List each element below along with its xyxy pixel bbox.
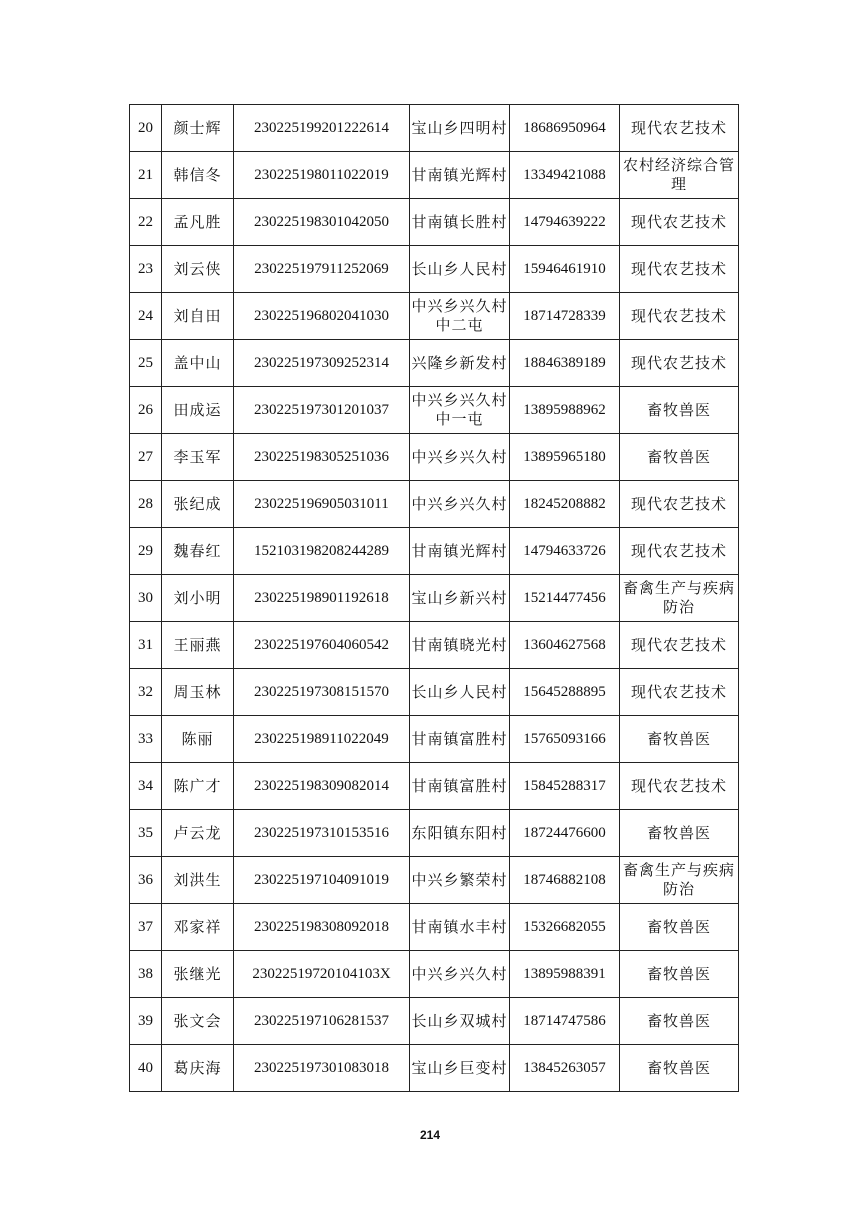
cell-address: 甘南镇富胜村 [410, 716, 510, 763]
cell-number: 27 [130, 434, 162, 481]
table-row [130, 434, 739, 481]
cell-number: 35 [130, 810, 162, 857]
cell-phone: 13895965180 [510, 434, 620, 481]
table-row [130, 810, 739, 857]
cell-name: 刘云侠 [162, 246, 234, 293]
cell-id-number: 230225197604060542 [234, 622, 410, 669]
table-row [130, 763, 739, 810]
table-row [130, 669, 739, 716]
cell-address: 甘南镇晓光村 [410, 622, 510, 669]
cell-number: 28 [130, 481, 162, 528]
cell-name: 卢云龙 [162, 810, 234, 857]
cell-number: 36 [130, 857, 162, 904]
cell-phone: 14794639222 [510, 199, 620, 246]
cell-phone: 15946461910 [510, 246, 620, 293]
cell-major: 畜牧兽医 [620, 810, 739, 857]
cell-address: 甘南镇光辉村 [410, 152, 510, 199]
table-row [130, 622, 739, 669]
table-row [130, 246, 739, 293]
cell-address: 中兴乡兴久村中一屯 [410, 387, 510, 434]
cell-id-number: 230225196905031011 [234, 481, 410, 528]
cell-major: 农村经济综合管理 [620, 152, 739, 199]
cell-id-number: 230225198901192618 [234, 575, 410, 622]
cell-address: 兴隆乡新发村 [410, 340, 510, 387]
cell-address: 中兴乡兴久村 [410, 481, 510, 528]
table-row [130, 152, 739, 199]
cell-number: 40 [130, 1045, 162, 1092]
table-row [130, 340, 739, 387]
cell-phone: 18245208882 [510, 481, 620, 528]
cell-phone: 13845263057 [510, 1045, 620, 1092]
cell-number: 23 [130, 246, 162, 293]
cell-number: 31 [130, 622, 162, 669]
cell-name: 颜士辉 [162, 105, 234, 152]
table-row [130, 387, 739, 434]
cell-name: 张纪成 [162, 481, 234, 528]
table-row [130, 951, 739, 998]
cell-name: 张继光 [162, 951, 234, 998]
table-row [130, 528, 739, 575]
cell-address: 中兴乡兴久村 [410, 434, 510, 481]
cell-name: 田成运 [162, 387, 234, 434]
cell-major: 畜牧兽医 [620, 434, 739, 481]
cell-major: 畜牧兽医 [620, 716, 739, 763]
cell-major: 现代农艺技术 [620, 669, 739, 716]
cell-address: 甘南镇水丰村 [410, 904, 510, 951]
cell-major: 畜牧兽医 [620, 904, 739, 951]
cell-id-number: 230225198301042050 [234, 199, 410, 246]
table-row [130, 199, 739, 246]
cell-phone: 13604627568 [510, 622, 620, 669]
cell-number: 39 [130, 998, 162, 1045]
cell-phone: 13349421088 [510, 152, 620, 199]
cell-name: 张文会 [162, 998, 234, 1045]
cell-major: 畜禽生产与疾病防治 [620, 857, 739, 904]
cell-number: 24 [130, 293, 162, 340]
cell-number: 32 [130, 669, 162, 716]
cell-phone: 15845288317 [510, 763, 620, 810]
cell-number: 30 [130, 575, 162, 622]
cell-address: 长山乡人民村 [410, 246, 510, 293]
cell-number: 33 [130, 716, 162, 763]
cell-id-number: 230225198011022019 [234, 152, 410, 199]
cell-number: 25 [130, 340, 162, 387]
cell-id-number: 230225197301083018 [234, 1045, 410, 1092]
cell-address: 宝山乡四明村 [410, 105, 510, 152]
cell-number: 21 [130, 152, 162, 199]
cell-id-number: 230225197309252314 [234, 340, 410, 387]
cell-address: 甘南镇光辉村 [410, 528, 510, 575]
cell-id-number: 230225197911252069 [234, 246, 410, 293]
cell-number: 20 [130, 105, 162, 152]
cell-address: 宝山乡新兴村 [410, 575, 510, 622]
roster-table [129, 104, 739, 1092]
cell-phone: 18714747586 [510, 998, 620, 1045]
table-row [130, 998, 739, 1045]
cell-major: 畜禽生产与疾病防治 [620, 575, 739, 622]
cell-id-number: 230225197106281537 [234, 998, 410, 1045]
cell-name: 魏春红 [162, 528, 234, 575]
cell-address: 中兴乡兴久村中二屯 [410, 293, 510, 340]
cell-id-number: 230225198305251036 [234, 434, 410, 481]
cell-phone: 15645288895 [510, 669, 620, 716]
cell-name: 周玉林 [162, 669, 234, 716]
cell-phone: 18714728339 [510, 293, 620, 340]
cell-major: 畜牧兽医 [620, 1045, 739, 1092]
table-row [130, 575, 739, 622]
cell-id-number: 230225198309082014 [234, 763, 410, 810]
cell-id-number: 230225198911022049 [234, 716, 410, 763]
cell-major: 现代农艺技术 [620, 622, 739, 669]
cell-phone: 13895988391 [510, 951, 620, 998]
cell-name: 刘小明 [162, 575, 234, 622]
cell-id-number: 230225197310153516 [234, 810, 410, 857]
cell-number: 22 [130, 199, 162, 246]
cell-major: 畜牧兽医 [620, 951, 739, 998]
cell-name: 葛庆海 [162, 1045, 234, 1092]
cell-major: 现代农艺技术 [620, 246, 739, 293]
cell-name: 陈广才 [162, 763, 234, 810]
cell-address: 甘南镇长胜村 [410, 199, 510, 246]
cell-phone: 15214477456 [510, 575, 620, 622]
cell-name: 刘洪生 [162, 857, 234, 904]
cell-name: 陈丽 [162, 716, 234, 763]
cell-address: 宝山乡巨变村 [410, 1045, 510, 1092]
cell-number: 26 [130, 387, 162, 434]
cell-id-number: 230225199201222614 [234, 105, 410, 152]
cell-name: 刘自田 [162, 293, 234, 340]
cell-address: 东阳镇东阳村 [410, 810, 510, 857]
cell-number: 34 [130, 763, 162, 810]
cell-address: 长山乡人民村 [410, 669, 510, 716]
table-row [130, 1045, 739, 1092]
cell-phone: 13895988962 [510, 387, 620, 434]
cell-id-number: 230225197301201037 [234, 387, 410, 434]
cell-id-number: 230225197308151570 [234, 669, 410, 716]
cell-id-number: 230225197104091019 [234, 857, 410, 904]
cell-name: 韩信冬 [162, 152, 234, 199]
cell-address: 中兴乡繁荣村 [410, 857, 510, 904]
cell-name: 李玉军 [162, 434, 234, 481]
cell-address: 甘南镇富胜村 [410, 763, 510, 810]
table-row [130, 105, 739, 152]
cell-phone: 18746882108 [510, 857, 620, 904]
cell-phone: 18846389189 [510, 340, 620, 387]
cell-number: 37 [130, 904, 162, 951]
cell-name: 王丽燕 [162, 622, 234, 669]
table-row [130, 481, 739, 528]
cell-major: 畜牧兽医 [620, 387, 739, 434]
cell-major: 现代农艺技术 [620, 340, 739, 387]
table-row [130, 857, 739, 904]
cell-phone: 15765093166 [510, 716, 620, 763]
cell-address: 长山乡双城村 [410, 998, 510, 1045]
table-row [130, 904, 739, 951]
cell-phone: 14794633726 [510, 528, 620, 575]
page-number: 214 [419, 1128, 441, 1142]
cell-name: 孟凡胜 [162, 199, 234, 246]
cell-major: 畜牧兽医 [620, 998, 739, 1045]
cell-number: 29 [130, 528, 162, 575]
cell-name: 邓家祥 [162, 904, 234, 951]
cell-name: 盖中山 [162, 340, 234, 387]
roster-table-body [130, 105, 739, 1092]
cell-major: 现代农艺技术 [620, 105, 739, 152]
cell-id-number: 152103198208244289 [234, 528, 410, 575]
cell-id-number: 230225198308092018 [234, 904, 410, 951]
table-row [130, 716, 739, 763]
cell-major: 现代农艺技术 [620, 199, 739, 246]
cell-major: 现代农艺技术 [620, 763, 739, 810]
cell-address: 中兴乡兴久村 [410, 951, 510, 998]
cell-major: 现代农艺技术 [620, 528, 739, 575]
cell-major: 现代农艺技术 [620, 481, 739, 528]
cell-id-number: 23022519720104103X [234, 951, 410, 998]
cell-phone: 18686950964 [510, 105, 620, 152]
cell-id-number: 230225196802041030 [234, 293, 410, 340]
cell-phone: 15326682055 [510, 904, 620, 951]
cell-major: 现代农艺技术 [620, 293, 739, 340]
table-row [130, 293, 739, 340]
cell-phone: 18724476600 [510, 810, 620, 857]
cell-number: 38 [130, 951, 162, 998]
